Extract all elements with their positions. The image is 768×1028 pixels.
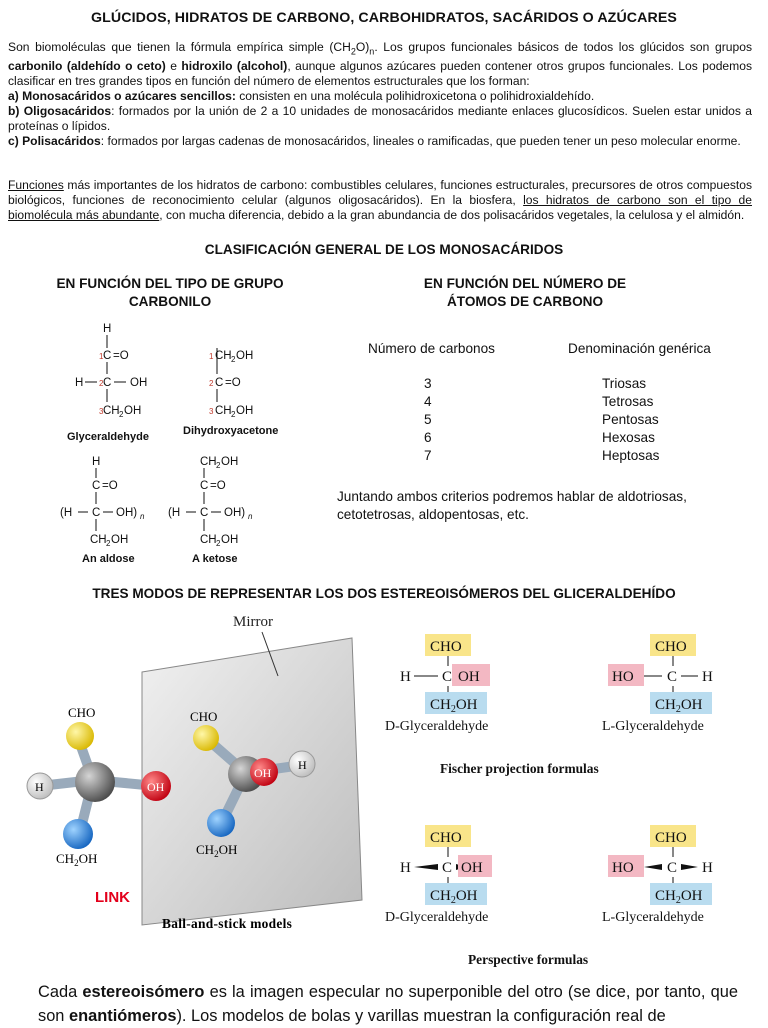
ball-and-stick-figure: [10, 610, 380, 940]
oligosaccharides-label: b) Oligosacáridos: [8, 104, 112, 119]
svg-text:CH: CH: [200, 534, 217, 546]
svg-text:C: C: [667, 860, 678, 876]
svg-text:CHO: CHO: [190, 709, 218, 724]
svg-text:C: C: [103, 350, 112, 362]
svg-text:HO: HO: [612, 860, 634, 876]
svg-text:CH2OH: $CH_2OH$: [655, 697, 703, 715]
svg-text:C: C: [667, 669, 678, 685]
svg-text:2: 2: [231, 410, 236, 419]
fischer-caption: Fischer projection formulas: [440, 761, 599, 776]
svg-text:CHO: CHO: [655, 830, 687, 846]
cho-ball-right: [193, 725, 219, 751]
svg-text:2: 2: [209, 379, 214, 388]
svg-text:C: C: [200, 480, 209, 492]
svg-text:OH: OH: [236, 405, 254, 417]
svg-text:C: C: [215, 377, 224, 389]
svg-text:CH: CH: [90, 534, 107, 546]
cho-ball-left: [66, 722, 94, 750]
ch2oh-ball-left: [63, 819, 93, 849]
svg-text:2: 2: [216, 461, 221, 470]
carbon-count-heading: EN FUNCIÓN DEL NÚMERO DE ÁTOMOS DE CARBONO: [423, 276, 627, 309]
svg-text:CH2OH: $CH_2OH$: [430, 888, 478, 906]
projection-formulas-figure: [380, 630, 760, 970]
table-row: 6 Hexosas: [424, 430, 655, 445]
carbonyl-structures-figure: [40, 318, 330, 568]
svg-text:2: 2: [119, 410, 124, 419]
svg-text:H: H: [702, 669, 713, 685]
svg-text:(H: (H: [60, 507, 73, 519]
enantiomer-paragraph: Cada estereoisómero es la imagen especular no superponible del otro (se dice, por tanto, que son enantiómeros). Los modelos de bolas y varillas muestran la configuración real de: [38, 983, 738, 1025]
svg-text:=O: =O: [210, 480, 226, 492]
svg-text:1: 1: [99, 352, 104, 361]
svg-text:CH: CH: [200, 456, 217, 468]
svg-text:H: H: [35, 780, 44, 794]
mirror-label: Mirror: [233, 614, 273, 630]
svg-text:=O: =O: [225, 377, 241, 389]
ch2oh-label-right: $CH_2OH$: [196, 842, 238, 859]
svg-text:H: H: [400, 860, 411, 876]
svg-text:=O: =O: [113, 350, 129, 362]
svg-text:=O: =O: [102, 480, 118, 492]
svg-text:H: H: [400, 669, 411, 685]
svg-text:CH: CH: [103, 405, 120, 417]
svg-text:H: H: [298, 758, 307, 772]
glyceraldehyde-label: Glyceraldehyde: [67, 431, 149, 443]
svg-text:2: 2: [231, 355, 236, 364]
d-glyceraldehyde-perspective: D-Glyceraldehyde: [385, 910, 489, 925]
carbon-table-header: [368, 341, 728, 356]
page-title: GLÚCIDOS, HIDRATOS DE CARBONO, CARBOHIDRATOS, SACÁRIDOS O AZÚCARES: [91, 10, 677, 26]
svg-text:OH: OH: [254, 766, 272, 780]
svg-text:C: C: [442, 669, 453, 685]
svg-text:C: C: [442, 860, 453, 876]
svg-text:CHO: CHO: [68, 705, 96, 720]
svg-text:C: C: [92, 480, 101, 492]
svg-text:3: 3: [209, 407, 214, 416]
classification-heading: CLASIFICACIÓN GENERAL DE LOS MONOSACÁRIDOS: [204, 242, 564, 257]
ch2oh-label-left: $CH_2OH$: [56, 851, 98, 868]
svg-text:HO: HO: [612, 669, 634, 685]
svg-text:OH): OH): [224, 507, 246, 519]
svg-text:OH: OH: [130, 377, 148, 389]
svg-text:OH: OH: [124, 405, 142, 417]
monosaccharides-label: a) Monosacáridos o azúcares sencillos:: [8, 89, 236, 104]
svg-text:CH2OH: $CH_2OH$: [430, 697, 478, 715]
svg-text:OH: OH: [461, 860, 483, 876]
ketose-label: A ketose: [192, 553, 238, 565]
svg-text:OH: OH: [236, 350, 254, 362]
d-glyceraldehyde-fischer: D-Glyceraldehyde: [385, 719, 489, 734]
carbonyl-heading: EN FUNCIÓN DEL TIPO DE GRUPO CARBONILO: [56, 276, 284, 309]
svg-text:n: n: [140, 512, 145, 521]
svg-text:2: 2: [106, 539, 111, 548]
table-row: 3 Triosas: [424, 376, 647, 391]
combined-criteria-text: Juntando ambos criterios podremos hablar de aldotriosas, cetotetrosas, aldopentosas, etc.: [337, 489, 687, 522]
ch2oh-ball-right: [207, 809, 235, 837]
svg-text:1: 1: [209, 352, 214, 361]
svg-text:C: C: [200, 507, 209, 519]
polysaccharides-label: c) Polisacáridos: [8, 134, 101, 149]
table-row: 7 Heptosas: [424, 448, 660, 463]
svg-text:CH: CH: [215, 350, 232, 362]
aldose-label: An aldose: [82, 553, 135, 565]
table-row: 4 Tetrosas: [424, 394, 654, 409]
svg-text:CH: CH: [215, 405, 232, 417]
dihydroxyacetone-label: Dihydroxyacetone: [183, 425, 279, 437]
svg-text:n: n: [248, 512, 253, 521]
svg-text:H: H: [75, 377, 84, 389]
svg-text:OH: OH: [111, 534, 129, 546]
link-label[interactable]: LINK: [95, 889, 130, 906]
col-carbons: Número de carbonos: [368, 341, 495, 356]
carbon-ball-left: [75, 762, 115, 802]
stereo-heading: TRES MODOS DE REPRESENTAR LOS DOS ESTEREOISÓMEROS DEL GLICERALDEHÍDO: [92, 586, 676, 601]
carbon-table-body: [424, 376, 724, 466]
svg-text:OH: OH: [458, 669, 480, 685]
svg-text:H: H: [92, 456, 101, 468]
svg-text:(H: (H: [168, 507, 181, 519]
intro-paragraph: Son biomoléculas que tienen la fórmula empírica simple $(CH_2O)_n$. Los grupos funcionales básicos de todos los glúcidos son grupos carbonilo (aldehído o ceto) e hidroxilo (alcohol), aunque algunos azúcares pueden contener otros grupos funcionales. Los podemos clasificar en tres grandes tipos en función del número de elementos estructurales que los forman: a) Monosacáridos o azúcares sencillos: consisten en una molécula polihidroxicetona o polihidroxialdehído. b) Oligosacáridos: formados por la unión de 2 a 10 unidades de monosacáridos mediante enlaces glucosídicos. Suelen estar unidos a proteínas o lípidos. c) Polisacáridos: formados por largas cadenas de monosacáridos, lineales o ramificadas, que pueden tener un peso molecular enorme.: [8, 40, 752, 149]
functions-paragraph: Funciones más importantes de los hidratos de carbono: combustibles celulares, funciones estructurales, precursores de otros compuestos biológicos, funciones de reconocimiento celular (algunos oligosacáridos). En la biosfera, los hidratos de carbono son el tipo de biomolécula más abundante, con mucha diferencia, debido a la gran abundancia de dos polisacáridos vegetales, la celulosa y el almidón.: [8, 178, 752, 222]
svg-text:C: C: [92, 507, 101, 519]
svg-text:2: 2: [99, 379, 104, 388]
l-glyceraldehyde-perspective: L-Glyceraldehyde: [602, 910, 704, 925]
svg-text:OH: OH: [147, 780, 165, 794]
perspective-caption: Perspective formulas: [468, 952, 589, 967]
ball-and-stick-caption: Ball-and-stick models: [162, 916, 293, 931]
svg-text:CH2OH: $CH_2OH$: [655, 888, 703, 906]
svg-text:CHO: CHO: [430, 639, 462, 655]
svg-text:CHO: CHO: [655, 639, 687, 655]
svg-text:C: C: [103, 377, 112, 389]
table-row: 5 Pentosas: [424, 412, 659, 427]
svg-text:OH): OH): [116, 507, 138, 519]
svg-text:3: 3: [99, 407, 104, 416]
svg-text:OH: OH: [221, 534, 239, 546]
col-generic-name: Denominación genérica: [568, 341, 711, 356]
gly-h: H: [103, 323, 112, 335]
svg-text:CHO: CHO: [430, 830, 462, 846]
l-glyceraldehyde-fischer: L-Glyceraldehyde: [602, 719, 704, 734]
svg-text:2: 2: [216, 539, 221, 548]
svg-text:H: H: [702, 860, 713, 876]
svg-text:OH: OH: [221, 456, 239, 468]
